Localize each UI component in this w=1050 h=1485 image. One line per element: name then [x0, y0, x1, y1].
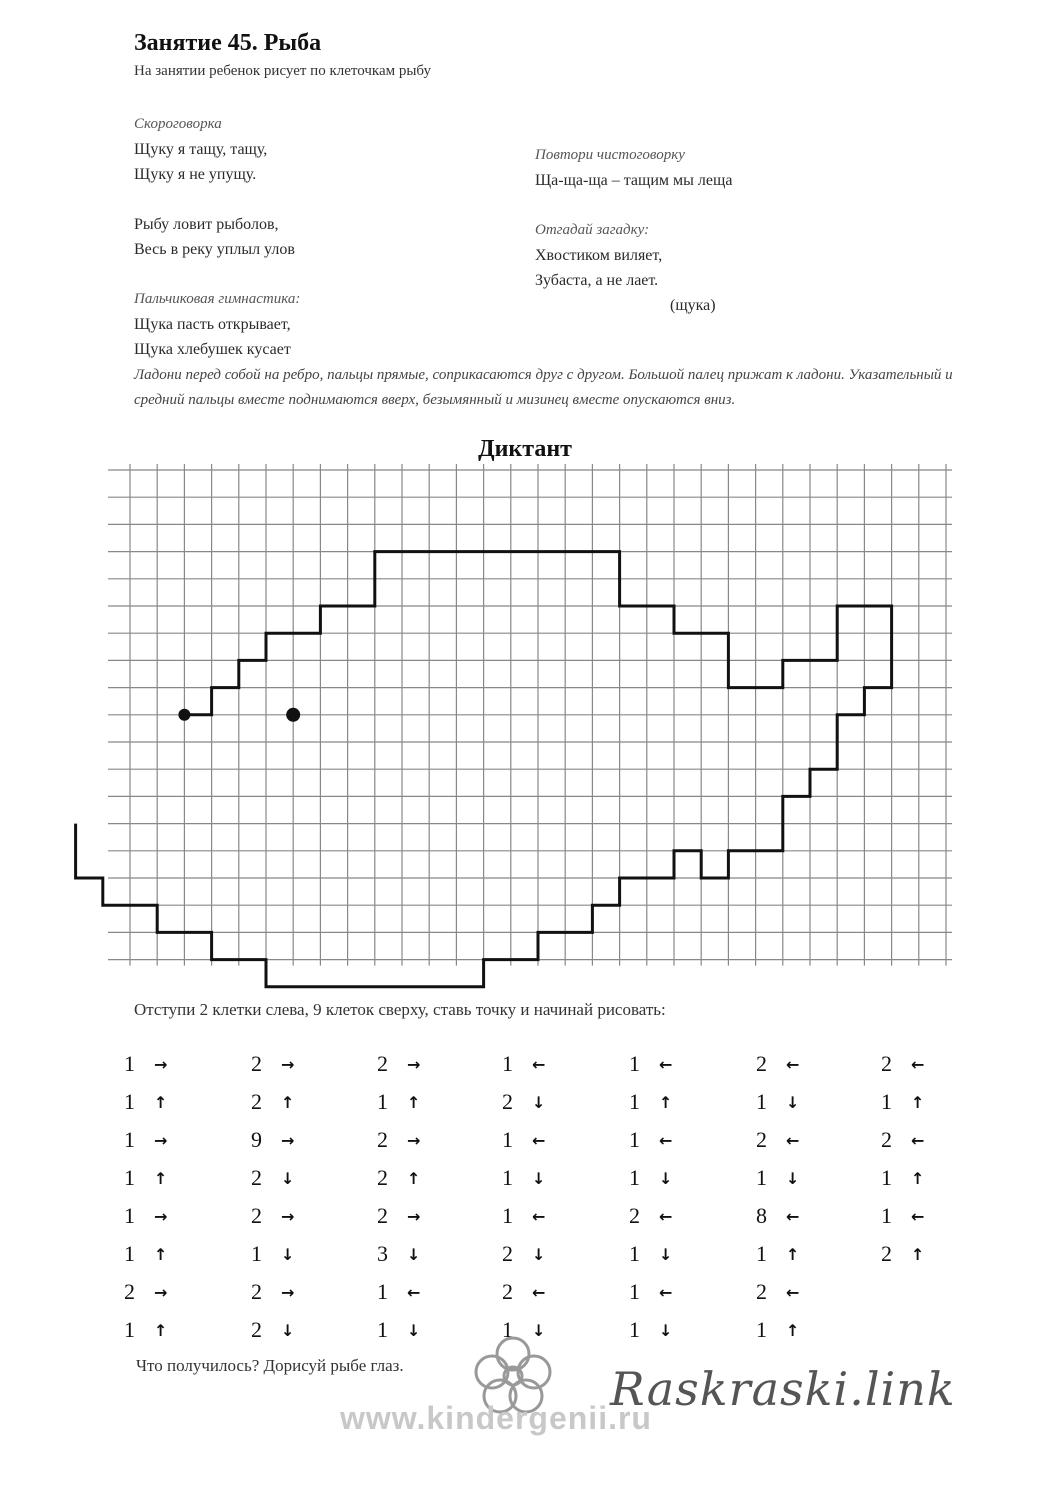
- arrow-up-icon: ↑: [154, 1092, 168, 1112]
- arrow-left-icon: ←: [911, 1206, 925, 1226]
- dictation-step: [124, 1045, 214, 1083]
- arrow-down-icon: ↓: [532, 1168, 546, 1188]
- footer-question: Что получилось? Дорисуй рыбе глаз.: [136, 1356, 404, 1375]
- step-count: 9: [251, 1127, 262, 1152]
- arrow-right-icon: →: [281, 1130, 295, 1150]
- arrow-right-icon: →: [154, 1206, 168, 1226]
- step-count: 2: [377, 1127, 388, 1152]
- finger-gym-label: Пальчиковая гимнастика:: [134, 291, 301, 307]
- dictation-step: [502, 1045, 592, 1083]
- arrow-left-icon: ←: [786, 1282, 800, 1302]
- dictation-step: [756, 1311, 846, 1349]
- arrow-down-icon: ↓: [532, 1244, 546, 1264]
- dictation-step: [251, 1045, 341, 1083]
- step-count: 2: [377, 1203, 388, 1228]
- arrow-left-icon: ←: [659, 1206, 673, 1226]
- dictation-step: [251, 1273, 341, 1311]
- dictation-step: [756, 1121, 846, 1159]
- dictation-step: [502, 1197, 592, 1235]
- step-count: 1: [502, 1203, 513, 1228]
- dictation-step: [377, 1273, 467, 1311]
- arrow-up-icon: ↑: [154, 1168, 168, 1188]
- gymnastics-instruction: Ладони перед собой на ребро, пальцы прямые, соприкасаются друг с другом. Большой палец прижат к ладони. Указательный и средний пальцы вместе поднимаются вверх, безымянный и мизинец вместе опускаются вниз.: [134, 367, 953, 408]
- step-count: 2: [881, 1127, 892, 1152]
- step-count: 2: [251, 1279, 262, 1304]
- dictation-step: [502, 1235, 592, 1273]
- dictation-step: [881, 1121, 971, 1159]
- arrow-left-icon: ←: [407, 1282, 421, 1302]
- dictation-column: [881, 1045, 971, 1273]
- step-count: 1: [502, 1127, 513, 1152]
- step-count: 3: [377, 1241, 388, 1266]
- arrow-down-icon: ↓: [407, 1244, 421, 1264]
- arrow-up-icon: ↑: [911, 1168, 925, 1188]
- step-count: 1: [629, 1051, 640, 1076]
- dictation-step: [502, 1121, 592, 1159]
- step-count: 2: [756, 1279, 767, 1304]
- arrow-right-icon: →: [154, 1130, 168, 1150]
- arrow-down-icon: ↓: [786, 1168, 800, 1188]
- step-count: 2: [502, 1089, 513, 1114]
- arrow-right-icon: →: [281, 1054, 295, 1074]
- arrow-up-icon: ↑: [407, 1092, 421, 1112]
- dictation-step: [124, 1159, 214, 1197]
- site-logo: Raskraski.link: [610, 1362, 956, 1416]
- step-count: 1: [756, 1165, 767, 1190]
- step-count: 2: [502, 1279, 513, 1304]
- arrow-up-icon: ↑: [911, 1092, 925, 1112]
- finger-gym-line: Щука хлебушек кусает: [134, 341, 291, 358]
- dictation-step: [756, 1273, 846, 1311]
- repeat-label: Повтори чистоговорку: [535, 147, 685, 163]
- start-dot: [178, 709, 190, 721]
- dictation-step: [251, 1235, 341, 1273]
- grid-lines: [108, 464, 952, 966]
- arrow-left-icon: ←: [659, 1130, 673, 1150]
- dictation-column: [756, 1045, 846, 1349]
- tongue-twister-line: Щуку я тащу, тащу,: [134, 141, 268, 158]
- dictation-step: [629, 1045, 719, 1083]
- dictation-step: [124, 1311, 214, 1349]
- dictation-step: [124, 1197, 214, 1235]
- dictation-step: [377, 1121, 467, 1159]
- tongue-twister-line: Щуку я не упущу.: [134, 166, 257, 183]
- dictation-step: [251, 1311, 341, 1349]
- arrow-up-icon: ↑: [407, 1168, 421, 1188]
- finger-gym-line: Щука пасть открывает,: [134, 316, 291, 333]
- dictation-step: [124, 1273, 214, 1311]
- dictation-step: [756, 1083, 846, 1121]
- arrow-down-icon: ↓: [659, 1244, 673, 1264]
- step-count: 2: [881, 1051, 892, 1076]
- dictation-step: [756, 1197, 846, 1235]
- dictation-step: [251, 1197, 341, 1235]
- step-count: 1: [124, 1127, 135, 1152]
- dictation-step: [377, 1197, 467, 1235]
- repeat-text: Ща-ща-ща – тащим мы леща: [535, 172, 733, 189]
- arrow-right-icon: →: [407, 1206, 421, 1226]
- dictation-step: [251, 1121, 341, 1159]
- arrow-right-icon: →: [154, 1054, 168, 1074]
- verse-line: Рыбу ловит рыболов,: [134, 216, 279, 233]
- dictation-step: [881, 1083, 971, 1121]
- dictation-lead-text: Отступи 2 клетки слева, 9 клеток сверху, ставь точку и начинай рисовать:: [134, 1000, 666, 1019]
- step-count: 1: [502, 1165, 513, 1190]
- step-count: 2: [124, 1279, 135, 1304]
- step-count: 1: [756, 1241, 767, 1266]
- arrow-up-icon: ↑: [911, 1244, 925, 1264]
- arrow-left-icon: ←: [786, 1130, 800, 1150]
- arrow-down-icon: ↓: [281, 1320, 295, 1340]
- step-count: 2: [251, 1165, 262, 1190]
- arrow-right-icon: →: [407, 1054, 421, 1074]
- dictation-column: [251, 1045, 341, 1349]
- step-count: 2: [756, 1051, 767, 1076]
- step-count: 2: [377, 1051, 388, 1076]
- arrow-down-icon: ↓: [659, 1168, 673, 1188]
- step-count: 1: [502, 1317, 513, 1342]
- dictation-step: [756, 1235, 846, 1273]
- arrow-left-icon: ←: [786, 1206, 800, 1226]
- step-count: 2: [377, 1165, 388, 1190]
- step-count: 1: [124, 1089, 135, 1114]
- arrow-up-icon: ↑: [786, 1244, 800, 1264]
- riddle-line: Зубаста, а не лает.: [535, 272, 659, 289]
- arrow-down-icon: ↓: [532, 1320, 546, 1340]
- dictation-step: [377, 1235, 467, 1273]
- step-count: 1: [881, 1165, 892, 1190]
- arrow-down-icon: ↓: [786, 1092, 800, 1112]
- dictation-heading: Диктант: [478, 436, 572, 462]
- step-count: 2: [756, 1127, 767, 1152]
- step-count: 1: [629, 1279, 640, 1304]
- step-count: 2: [629, 1203, 640, 1228]
- dictation-step: [756, 1159, 846, 1197]
- tongue-twister-label: Скороговорка: [134, 116, 222, 132]
- dictation-step: [377, 1045, 467, 1083]
- step-count: 1: [629, 1165, 640, 1190]
- dictation-column: [629, 1045, 719, 1349]
- riddle-answer: (щука): [670, 297, 716, 314]
- step-count: 1: [881, 1089, 892, 1114]
- arrow-left-icon: ←: [659, 1282, 673, 1302]
- arrow-up-icon: ↑: [154, 1320, 168, 1340]
- step-count: 1: [124, 1051, 135, 1076]
- step-count: 1: [124, 1317, 135, 1342]
- dictation-step: [377, 1083, 467, 1121]
- step-count: 1: [124, 1241, 135, 1266]
- arrow-right-icon: →: [281, 1282, 295, 1302]
- step-count: 1: [124, 1165, 135, 1190]
- step-count: 2: [251, 1203, 262, 1228]
- dictation-step: [251, 1159, 341, 1197]
- step-count: 1: [251, 1241, 262, 1266]
- step-count: 1: [377, 1317, 388, 1342]
- arrow-left-icon: ←: [911, 1054, 925, 1074]
- step-count: 1: [881, 1203, 892, 1228]
- dictation-step: [377, 1311, 467, 1349]
- dictation-step: [377, 1159, 467, 1197]
- step-count: 2: [251, 1317, 262, 1342]
- arrow-right-icon: →: [407, 1130, 421, 1150]
- riddle-line: Хвостиком виляет,: [535, 247, 663, 264]
- dictation-step: [629, 1083, 719, 1121]
- dictation-step: [881, 1045, 971, 1083]
- arrow-left-icon: ←: [532, 1282, 546, 1302]
- riddle-label: Отгадай загадку:: [535, 222, 650, 238]
- dictation-step: [881, 1235, 971, 1273]
- step-count: 1: [377, 1089, 388, 1114]
- dictation-step: [756, 1045, 846, 1083]
- arrow-right-icon: →: [281, 1206, 295, 1226]
- dictation-step: [629, 1235, 719, 1273]
- step-count: 2: [251, 1051, 262, 1076]
- step-count: 1: [756, 1089, 767, 1114]
- dictation-step: [124, 1121, 214, 1159]
- arrow-up-icon: ↑: [281, 1092, 295, 1112]
- dictation-column: [502, 1045, 592, 1349]
- step-count: 1: [629, 1089, 640, 1114]
- arrow-left-icon: ←: [786, 1054, 800, 1074]
- step-count: 1: [377, 1279, 388, 1304]
- dictation-step: [881, 1159, 971, 1197]
- dictation-step: [629, 1159, 719, 1197]
- arrow-up-icon: ↑: [659, 1092, 673, 1112]
- dictation-step: [124, 1235, 214, 1273]
- dictation-step: [629, 1197, 719, 1235]
- dictation-step: [251, 1083, 341, 1121]
- step-count: 2: [502, 1241, 513, 1266]
- arrow-up-icon: ↑: [154, 1244, 168, 1264]
- step-count: 1: [502, 1051, 513, 1076]
- arrow-down-icon: ↓: [281, 1168, 295, 1188]
- arrow-left-icon: ←: [532, 1054, 546, 1074]
- dictation-step: [629, 1273, 719, 1311]
- step-count: 2: [251, 1089, 262, 1114]
- arrow-up-icon: ↑: [786, 1320, 800, 1340]
- arrow-left-icon: ←: [532, 1206, 546, 1226]
- step-count: 8: [756, 1203, 767, 1228]
- step-count: 1: [756, 1317, 767, 1342]
- dictation-step: [124, 1083, 214, 1121]
- arrow-down-icon: ↓: [532, 1092, 546, 1112]
- watermark-url: www.kindergenii.ru: [340, 1400, 652, 1436]
- step-count: 1: [629, 1127, 640, 1152]
- dictation-step: [502, 1159, 592, 1197]
- dictation-step: [629, 1311, 719, 1349]
- page-subtitle: На занятии ребенок рисует по клеточкам рыбу: [134, 63, 431, 79]
- dictation-column: [377, 1045, 467, 1349]
- step-count: 1: [629, 1241, 640, 1266]
- arrow-left-icon: ←: [532, 1130, 546, 1150]
- dictation-step: [502, 1273, 592, 1311]
- step-count: 2: [881, 1241, 892, 1266]
- dictation-step: [502, 1083, 592, 1121]
- page-title: Занятие 45. Рыба: [134, 30, 322, 56]
- dictation-column: [124, 1045, 214, 1349]
- fish-eye-dot: [286, 708, 300, 722]
- arrow-left-icon: ←: [911, 1130, 925, 1150]
- arrow-left-icon: ←: [659, 1054, 673, 1074]
- verse-line: Весь в реку уплыл улов: [134, 241, 295, 258]
- step-count: 1: [629, 1317, 640, 1342]
- arrow-down-icon: ↓: [407, 1320, 421, 1340]
- dictation-step: [629, 1121, 719, 1159]
- dictation-step: [881, 1197, 971, 1235]
- arrow-down-icon: ↓: [659, 1320, 673, 1340]
- step-count: 1: [124, 1203, 135, 1228]
- arrow-right-icon: →: [154, 1282, 168, 1302]
- arrow-down-icon: ↓: [281, 1244, 295, 1264]
